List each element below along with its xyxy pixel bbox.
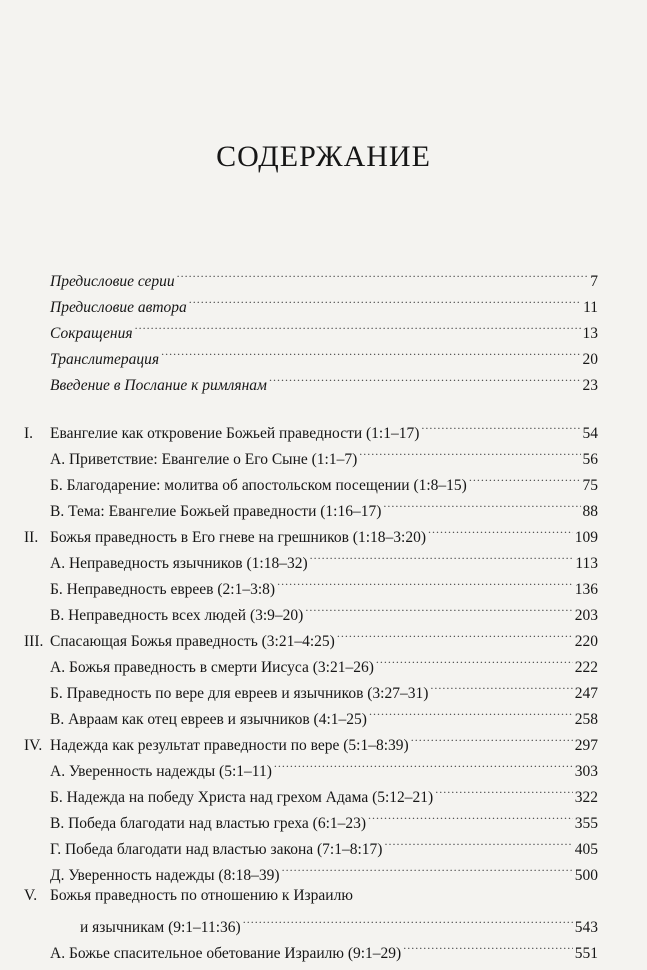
dot-leader: [359, 444, 580, 464]
toc-entry-page: 322: [574, 789, 598, 806]
toc-section[interactable]: [50, 704, 598, 730]
toc-entry-page: 222: [574, 659, 598, 676]
toc-entry-label: В. Авраам как отец евреев и язычников (4:1–25): [50, 711, 367, 728]
toc-entry-label: В. Тема: Евангелие Божьей праведности (1:16–17): [50, 503, 382, 520]
part-number: IV.: [24, 737, 43, 754]
toc-entry-label: А. Приветствие: Евангелие о Его Сыне (1:1–7): [50, 451, 358, 468]
dot-leader: [189, 292, 581, 312]
toc-entry-page: 75: [582, 477, 598, 494]
page-title: СОДЕРЖАНИЕ: [216, 140, 431, 173]
toc-section[interactable]: [50, 808, 598, 834]
toc-entry-label: Божья праведность по отношению к Израилю: [50, 887, 353, 904]
dot-leader: [421, 418, 580, 438]
toc-entry-label: Транслитерация: [50, 351, 160, 368]
toc-entry-page: 220: [574, 633, 598, 650]
dot-leader: [243, 912, 573, 932]
toc-section[interactable]: [50, 782, 598, 808]
toc-section[interactable]: [50, 548, 598, 574]
toc-section[interactable]: [50, 834, 598, 860]
toc-entry-label: Б. Надежда на победу Христа над грехом Адама (5:12–21): [50, 789, 434, 806]
dot-leader: [430, 678, 572, 698]
toc-entry-page: 7: [590, 273, 598, 290]
toc-entry-label: Д. Уверенность надежды (8:18–39): [50, 867, 280, 884]
toc-entry-page: 13: [582, 325, 598, 342]
toc-entry-transliteration[interactable]: [50, 344, 598, 370]
dot-leader: [411, 730, 573, 750]
toc-entry-page: 551: [574, 945, 598, 962]
toc-entry-label: Сокращения: [50, 325, 133, 342]
toc-entry-page: 258: [574, 711, 598, 728]
toc-section[interactable]: [50, 444, 598, 470]
dot-leader: [435, 782, 573, 802]
toc-entry-page: 203: [574, 607, 598, 624]
dot-leader: [337, 626, 573, 646]
toc-entry-series-preface[interactable]: [50, 266, 598, 292]
dot-leader: [368, 808, 573, 828]
toc-entry-label: В. Неправедность всех людей (3:9–20): [50, 607, 304, 624]
toc-entry-page: 297: [574, 737, 598, 754]
dot-leader: [384, 834, 572, 854]
part-number: III.: [24, 633, 44, 650]
toc-entry-label: В. Победа благодати над властью греха (6:1–23): [50, 815, 367, 832]
toc-section[interactable]: [50, 938, 598, 964]
dot-leader: [161, 344, 580, 364]
toc-entry-label: Надежда как результат праведности по вере (5:1–8:39): [50, 737, 409, 754]
toc-entry-page: 500: [574, 867, 598, 884]
toc-entry-introduction[interactable]: [50, 370, 598, 396]
dot-leader: [282, 860, 573, 880]
toc-entry-label: А. Божья праведность в смерти Иисуса (3:21–26): [50, 659, 374, 676]
toc-entry-label: Б. Благодарение: молитва об апостольском посещении (1:8–15): [50, 477, 467, 494]
dot-leader: [428, 522, 573, 542]
toc-section[interactable]: [50, 652, 598, 678]
toc-part-4[interactable]: [24, 730, 598, 756]
dot-leader: [469, 470, 581, 490]
dot-leader: [277, 574, 573, 594]
toc-part-1[interactable]: [24, 418, 598, 444]
dot-leader: [310, 548, 574, 568]
toc-section[interactable]: [50, 600, 598, 626]
toc-entry-label: Предисловие автора: [50, 299, 187, 316]
toc-section[interactable]: [50, 860, 598, 886]
toc-entry-page: 109: [574, 529, 598, 546]
toc-entry-abbreviations[interactable]: [50, 318, 598, 344]
toc-entry-page: 543: [574, 919, 598, 936]
toc-entry-label: Спасающая Божья праведность (3:21–4:25): [50, 633, 335, 650]
toc-entry-page: 54: [582, 425, 598, 442]
toc-entry-page: 23: [582, 377, 598, 394]
toc-section[interactable]: [50, 756, 598, 782]
toc-section[interactable]: [50, 470, 598, 496]
toc-part-3[interactable]: [24, 626, 598, 652]
toc-entry-page: 303: [574, 763, 598, 780]
toc-entry-label: Введение в Послание к римлянам: [50, 377, 267, 394]
toc-entry-label: А. Божье спасительное обетование Израилю (9:1–29): [50, 945, 402, 962]
toc-entry-page: 88: [582, 503, 598, 520]
dot-leader: [177, 266, 589, 286]
toc-part-5-line1[interactable]: [24, 886, 353, 906]
dot-leader: [369, 704, 573, 724]
dot-leader: [376, 652, 573, 672]
toc-section[interactable]: [50, 496, 598, 522]
toc-entry-label: и язычникам (9:1–11:36): [80, 919, 241, 936]
toc-section[interactable]: [50, 678, 598, 704]
toc-entry-label: А. Уверенность надежды (5:1–11): [50, 763, 272, 780]
part-number: V.: [24, 887, 38, 904]
toc-entry-page: 355: [574, 815, 598, 832]
part-number: I.: [24, 425, 34, 442]
toc-entry-label: Б. Праведность по вере для евреев и язычников (3:27–31): [50, 685, 429, 702]
toc-entry-page: 20: [582, 351, 598, 368]
dot-leader: [403, 938, 573, 958]
dot-leader: [269, 370, 581, 390]
toc-section[interactable]: [50, 574, 598, 600]
toc-entry-label: Божья праведность в Его гневе на грешников (1:18–3:20): [50, 529, 426, 546]
part-number: II.: [24, 529, 39, 546]
toc-entry-label: Предисловие серии: [50, 273, 175, 290]
toc-entry-label: Евангелие как откровение Божьей праведности (1:1–17): [50, 425, 420, 442]
toc-entry-page: 247: [574, 685, 598, 702]
dot-leader: [305, 600, 572, 620]
toc-entry-author-preface[interactable]: [50, 292, 598, 318]
dot-leader: [135, 318, 581, 338]
toc-part-2[interactable]: [24, 522, 598, 548]
toc-entry-page: 405: [574, 841, 598, 858]
toc-entry-page: 56: [582, 451, 598, 468]
dot-leader: [383, 496, 580, 516]
toc-entry-page: 113: [575, 555, 598, 572]
toc-entry-page: 136: [574, 581, 598, 598]
toc-entry-page: 11: [583, 299, 598, 316]
toc-entry-label: Г. Победа благодати над властью закона (7:1–8:17): [50, 841, 383, 858]
toc-part-5[interactable]: [80, 912, 598, 938]
dot-leader: [274, 756, 573, 776]
toc-entry-label: Б. Неправедность евреев (2:1–3:8): [50, 581, 276, 598]
toc-entry-label: А. Неправедность язычников (1:18–32): [50, 555, 308, 572]
